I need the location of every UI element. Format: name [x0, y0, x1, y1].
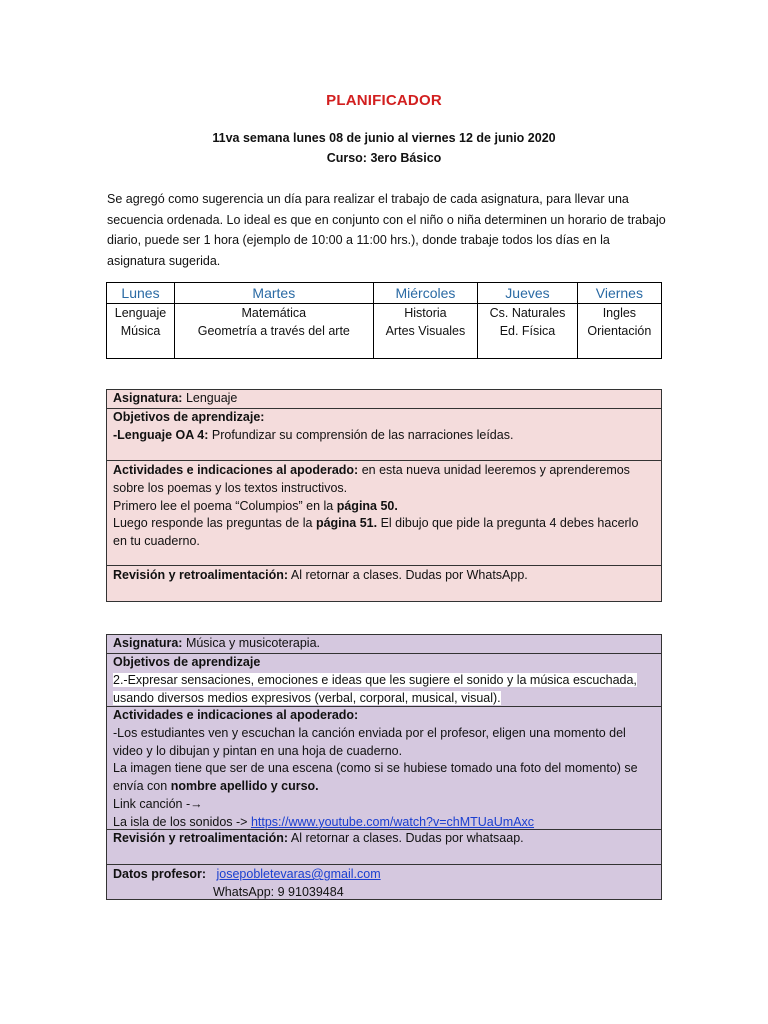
lenguaje-objectives-row — [107, 409, 661, 461]
poem-instruction: Primero lee el poema “Columpios” en la — [113, 498, 334, 513]
activities-label: Actividades e indicaciones al apoderado: — [113, 463, 359, 477]
teacher-label: Datos profesor: — [113, 867, 207, 881]
page-50-ref: página 50. — [336, 498, 398, 513]
schedule-cell: Cs. Naturales — [478, 304, 578, 323]
oa-text: Profundizar su comprensión de las narraciones leídas. — [211, 427, 514, 442]
teacher-whatsapp: WhatsApp: 9 91039484 — [213, 884, 344, 899]
page-title: PLANIFICADOR — [326, 92, 442, 109]
oa-label: -Lenguaje OA 4: — [113, 427, 209, 442]
day-header-lunes: Lunes — [107, 283, 175, 304]
intro-paragraph: Se agregó como sugerencia un día para realizar el trabajo de cada asignatura, para llevar una secuencia ordenada. Lo ideal es que en conjunto con el niño o niña determinen un horario de trabajo diario, puede ser 1 hora (ejemplo de 10:00 a 11:00 hrs.), donde trabaje todos los días en la asignatura sugerida. — [107, 192, 666, 268]
schedule-cell: Ed. Física — [478, 322, 578, 359]
musica-section — [106, 634, 662, 900]
schedule-cell: Historia — [373, 304, 478, 323]
musica-activities-row — [107, 707, 661, 830]
weekly-schedule-table — [106, 282, 662, 359]
day-header-jueves: Jueves — [478, 283, 578, 304]
musica-subject-row — [107, 635, 661, 654]
subject-label: Asignatura: — [113, 636, 183, 650]
teacher-info-row — [107, 865, 661, 899]
objective-text: 2.-Expresar sensaciones, emociones e ideas que les sugiere el sonido y la música escuchada, usando diversos medios expresivos (verbal, corporal, musical, visual). — [113, 672, 637, 705]
teacher-email-link[interactable]: josepobletevaras@gmail.com — [216, 867, 381, 881]
song-label: La isla de los sonidos -> — [113, 814, 248, 829]
schedule-cell: Ingles — [577, 304, 661, 323]
drawing-instruction: El dibujo que pide la pregunta 4 debes hacerlo en tu cuaderno. — [113, 516, 639, 549]
week-range: 11va semana lunes 08 de junio al viernes 12 de junio 2020 — [212, 131, 556, 145]
lenguaje-activities-row — [107, 461, 661, 566]
schedule-cell: Orientación — [577, 322, 661, 359]
musica-objectives-row — [107, 654, 661, 707]
lenguaje-section — [106, 389, 662, 602]
activities-label: Actividades e indicaciones al apoderado: — [113, 708, 359, 722]
course-label: Curso: 3ero Básico — [326, 151, 442, 165]
objectives-label: Objetivos de aprendizaje — [113, 655, 261, 669]
schedule-cell: Música — [107, 322, 175, 359]
objectives-label: Objetivos de aprendizaje: — [113, 410, 265, 424]
day-header-martes: Martes — [175, 283, 374, 304]
link-label: Link canción -→ — [113, 796, 203, 811]
review-text: Al retornar a clases. Dudas por WhatsApp. — [290, 568, 528, 582]
schedule-cell: Geometría a través del arte — [175, 322, 374, 359]
lenguaje-subject-row — [107, 390, 661, 409]
review-label: Revisión y retroalimentación: — [113, 831, 289, 845]
review-label: Revisión y retroalimentación: — [113, 568, 289, 582]
day-header-viernes: Viernes — [577, 283, 661, 304]
image-instruction: La imagen tiene que ser de una escena (como si se hubiese tomado una foto del momento) se envía con — [113, 761, 638, 794]
schedule-cell: Matemática — [175, 304, 374, 323]
image-requirements: nombre apellido y curso. — [170, 779, 319, 794]
page-51-ref: página 51. — [315, 516, 378, 531]
subject-value: Lenguaje — [185, 391, 238, 405]
schedule-cell: Artes Visuales — [373, 322, 478, 359]
activities-text: -Los estudiantes ven y escuchan la canción enviada por el profesor, eligen una momento del video y lo dibujan y pintan en una hoja de cuaderno. — [113, 725, 626, 758]
schedule-cell: Lenguaje — [107, 304, 175, 323]
song-link[interactable]: https://www.youtube.com/watch?v=chMTUaUmAxc — [250, 814, 535, 829]
musica-review-row — [107, 830, 661, 865]
questions-instruction: Luego responde las preguntas de la — [113, 516, 313, 531]
lenguaje-review-row — [107, 566, 661, 601]
activities-text: en esta nueva unidad leeremos y aprenderemos sobre los poemas y los textos instructivos. — [113, 463, 630, 495]
subject-value: Música y musicoterapia. — [185, 636, 321, 650]
subject-label: Asignatura: — [113, 391, 183, 405]
day-header-miercoles: Miércoles — [373, 283, 478, 304]
review-text: Al retornar a clases. Dudas por whatsaap. — [290, 831, 524, 845]
